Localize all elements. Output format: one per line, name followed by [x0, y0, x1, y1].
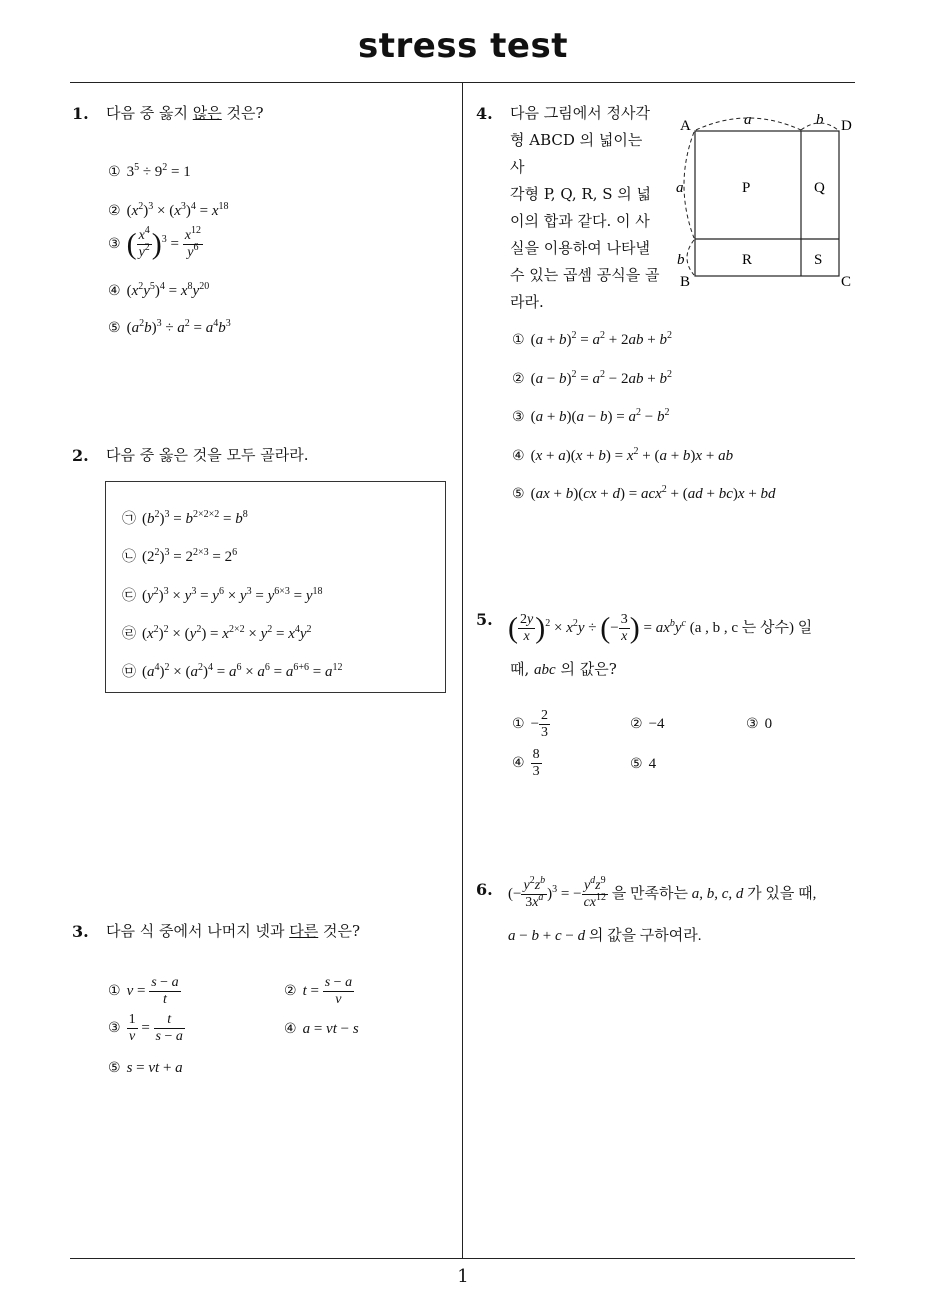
q2-statement-1: ㉠ $(b^2)^3 = b^{2\times 2\times 2} = b^8$ [122, 509, 248, 527]
side-label-b-top: b [816, 112, 824, 128]
q3-number: 3. [72, 922, 89, 941]
column-divider [462, 83, 463, 1259]
page-number: 1 [457, 1266, 469, 1287]
q5-number: 5. [476, 610, 493, 629]
q1-option-3[interactable]: ③ ( $\frac{x^4}{y^2}$ )$^3$ = $\frac{x^{12}}{y^6}$ [108, 225, 201, 261]
q5-option-4[interactable]: ④ $\frac{8}{3}$ [512, 747, 540, 779]
q5-prompt-line2: 때, abc 의 값은? [510, 660, 617, 678]
q1-option-5[interactable]: ⑤ $(a^2b)^3 \div a^2 = a^4b^3$ [108, 318, 231, 336]
q6-number: 6. [476, 880, 493, 899]
side-label-b-left: b [677, 252, 685, 268]
q3-option-5[interactable]: ⑤ s = vt + a [108, 1060, 183, 1076]
q1-prompt: 다음 중 옳지 않은 것은? [106, 104, 264, 122]
q4-option-5[interactable]: ⑤ (ax + b)(cx + d) = acx$^2$ + (ad + bc)x + bd [512, 484, 776, 502]
q2-number: 2. [72, 446, 89, 465]
page-title: stress test [358, 26, 568, 66]
region-r: R [742, 252, 753, 268]
q2-statement-2: ㉡ $(2^2)^3 = 2^{2\times 3} = 2^6$ [122, 547, 238, 565]
q4-option-3[interactable]: ③ $(a + b)(a - b) = a^2 - b^2$ [512, 407, 670, 425]
q4-prompt: 다음 그림에서 정사각 형 ABCD 의 넓이는 사 각형 P, Q, R, S 의 넓 이의 합과 같다. 이 사 실을 이용하여 나타낼 수 있는 곱셈 공식을 골 라라. [510, 104, 660, 311]
q3-option-1[interactable]: ① v = $\frac{s - a}{t}$ [108, 975, 179, 1007]
q4-number: 4. [476, 104, 493, 123]
q5-prompt-line1: ( $\frac{2y}{x}$ )$^2 \times x^2y$ ÷ (− $\frac{3}{x}$ ) = $ax^by^c$ (a , b , c 는 상수) 일 [508, 611, 813, 645]
q1-option-2[interactable]: ② $(x^2)^3 \times (x^3)^4 = x^{18}$ [108, 201, 229, 219]
q3-option-4[interactable]: ④ a = vt − s [284, 1021, 359, 1037]
corner-d: D [841, 118, 852, 134]
q5-option-2[interactable]: ② −4 [630, 716, 665, 732]
q2-statement-5: ㉤ $(a^4)^2 \times (a^2)^4 = a^6 \times a^6 = a^{6+6} = a^{12}$ [122, 662, 343, 680]
q2-prompt: 다음 중 옳은 것을 모두 골라라. [106, 446, 309, 464]
q4-option-2[interactable]: ② $(a - b)^2 = a^2 - 2ab + b^2$ [512, 369, 672, 387]
region-p: P [742, 180, 751, 196]
side-label-a-left: a [676, 180, 684, 196]
q5-option-5[interactable]: ⑤ 4 [630, 756, 657, 772]
q3-option-2[interactable]: ② t = $\frac{s - a}{v}$ [284, 975, 353, 1007]
corner-a: A [680, 118, 691, 134]
bottom-rule [70, 1258, 855, 1259]
q1-option-1[interactable]: ① $3^5 \div 9^2 = 1$ [108, 162, 191, 180]
side-label-a-top: a [744, 112, 752, 128]
q1-option-4[interactable]: ④ $(x^2y^5)^4 = x^8y^{20}$ [108, 281, 210, 299]
region-q: Q [814, 180, 825, 196]
corner-c: C [841, 274, 852, 290]
q4-option-1[interactable]: ① $(a + b)^2 = a^2 + 2ab + b^2$ [512, 330, 672, 348]
q4-square-figure [670, 108, 860, 292]
region-s: S [814, 252, 823, 268]
q4-option-4[interactable]: ④ $(x + a)(x + b) = x^2 + (a + b)x$ + ab [512, 446, 734, 464]
q2-statement-4: ㉣ $(x^2)^2 \times (y^2) = x^{2\times 2} \times y^2 = x^4y^2$ [122, 624, 312, 642]
q1-number: 1. [72, 104, 89, 123]
corner-b: B [680, 274, 691, 290]
q5-option-1[interactable]: ① − $\frac{2}{3}$ [512, 708, 549, 740]
q5-option-3[interactable]: ③ 0 [746, 716, 773, 732]
q6-prompt-line2: a − b + c − d 의 값을 구하여라. [508, 928, 702, 944]
q6-prompt-line1: (− $\frac{y^2z^b}{3x^a}$ )$^3$ = − $\frac{y^dz^9}{cx^{12}}$ 을 만족하는 a, b, c, d 가 있을 때, [508, 875, 817, 910]
q2-statement-3: ㉢ $(y^2)^3 \times y^3 = y^6 \times y^3 = y^{6\times 3} = y^{18}$ [122, 586, 323, 604]
q3-prompt: 다음 식 중에서 나머지 넷과 다른 것은? [106, 922, 361, 940]
q3-option-3[interactable]: ③ $\frac{1}{v}$ = $\frac{t}{s - a}$ [108, 1012, 183, 1044]
